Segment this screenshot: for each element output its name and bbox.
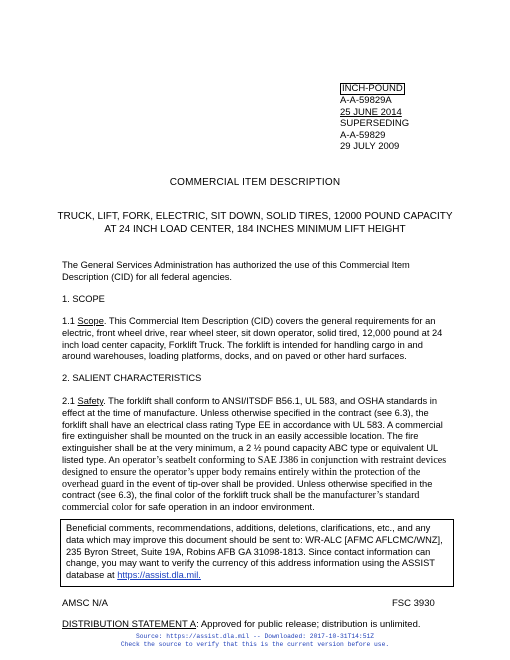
distribution-statement [62,619,421,630]
scope-number: 1.1 [62,316,78,326]
section-2-heading: 2. SALIENT CHARACTERISTICS [62,373,202,383]
scope-paragraph [62,316,450,363]
assist-link[interactable]: https://assist.dla.mil. [117,570,201,581]
safety-number: 2.1 [62,396,78,406]
safety-text-serif-a: operator’s seatbelt conforming to SAE J386 in conjunction with restraint devices designed to ensure the operator’s upper body remains entirely within the protection of the overhead guard in [62,454,447,490]
cid-heading: COMMERCIAL ITEM DESCRIPTION [169,177,341,188]
document-identifier-block [340,83,409,153]
previous-document-date: 29 JULY 2009 [340,141,400,152]
title-line-2: AT 24 INCH LOAD CENTER, 184 INCHES MINIMUM LIFT HEIGHT [104,224,406,235]
title-line-1: TRUCK, LIFT, FORK, ELECTRIC, SIT DOWN, SOLID TIRES, 12000 POUND CAPACITY [57,211,453,222]
fsc-label: FSC 3930 [392,598,435,609]
comments-box [60,519,454,587]
inch-pound-label: INCH-POUND [342,83,403,94]
comments-text: Beneficial comments, recommendations, additions, deletions, clarifications, etc., and any data which may improve this document should be sent to: WR-ALC [AFMC AFLCMC/WNZ], 235 Byron Street, Suite 19A, Robins AFB GA 31098-1813. Since contact information can change, you may want to verify the currency of this address information using the ASSIST database at [66,523,443,581]
scope-text: . This Commercial Item Description (CID) covers the general requirements for an electric, front wheel drive, rear wheel steer, sit down operator, solid tired, 12,000 pound at 24 inch load center capacity, Forklift Truck. The forklift is intended for handling cargo in and around warehouses, loading platforms, docks, and on paved or other hard surfaces. [62,316,443,362]
source-footer-line-1: Source: https://assist.dla.mil -- Downloaded: 2017-10-31T14:51Z [135,633,375,640]
superseding-label: SUPERSEDING [340,118,410,129]
amsc-label: AMSC N/A [62,598,108,609]
document-date: 25 JUNE 2014 [340,106,402,118]
distribution-label: DISTRIBUTION STATEMENT A [62,619,197,630]
previous-document-number: A-A-59829 [340,129,386,141]
safety-text-a: . The forklift shall conform to ANSI/ITSDF B56.1, UL 583, and OSHA standards in effect at the time of manufacture. Unless otherwise specified in the contract (see 6.3), the forklift shall have an electrical class rating Type EE in accordance with UL 583. A commercial fire extinguisher shall be mounted on the truck in an easily accessible location. The fire extinguisher shall be at the very minimum, a 2 ½ pound capacity ABC type or equivalent UL listed type. An [62,396,443,465]
document-title [0,210,510,236]
safety-label: Safety [77,396,104,406]
section-1-heading: 1. SCOPE [62,294,105,304]
safety-text-b: the event of tip-over shall be provided. Unless otherwise specified in the contract (see 6.3), the final color of the forklift truck shall be [62,478,433,501]
scope-label: Scope [77,316,104,326]
document-number: A-A-59829A [340,95,392,106]
safety-text-serif-b: the manufacturer’s standard commercial color [62,490,420,514]
intro-paragraph: The General Services Administration has authorized the use of this Commercial Item Description (CID) for all federal agencies. [62,260,410,282]
distribution-text: : Approved for public release; distribution is unlimited. [196,619,421,630]
safety-text-c: for safe operation in an indoor environment. [132,502,315,513]
source-footer-line-2: Check the source to verify that this is the current version before use. [120,641,390,648]
safety-paragraph [62,396,450,514]
